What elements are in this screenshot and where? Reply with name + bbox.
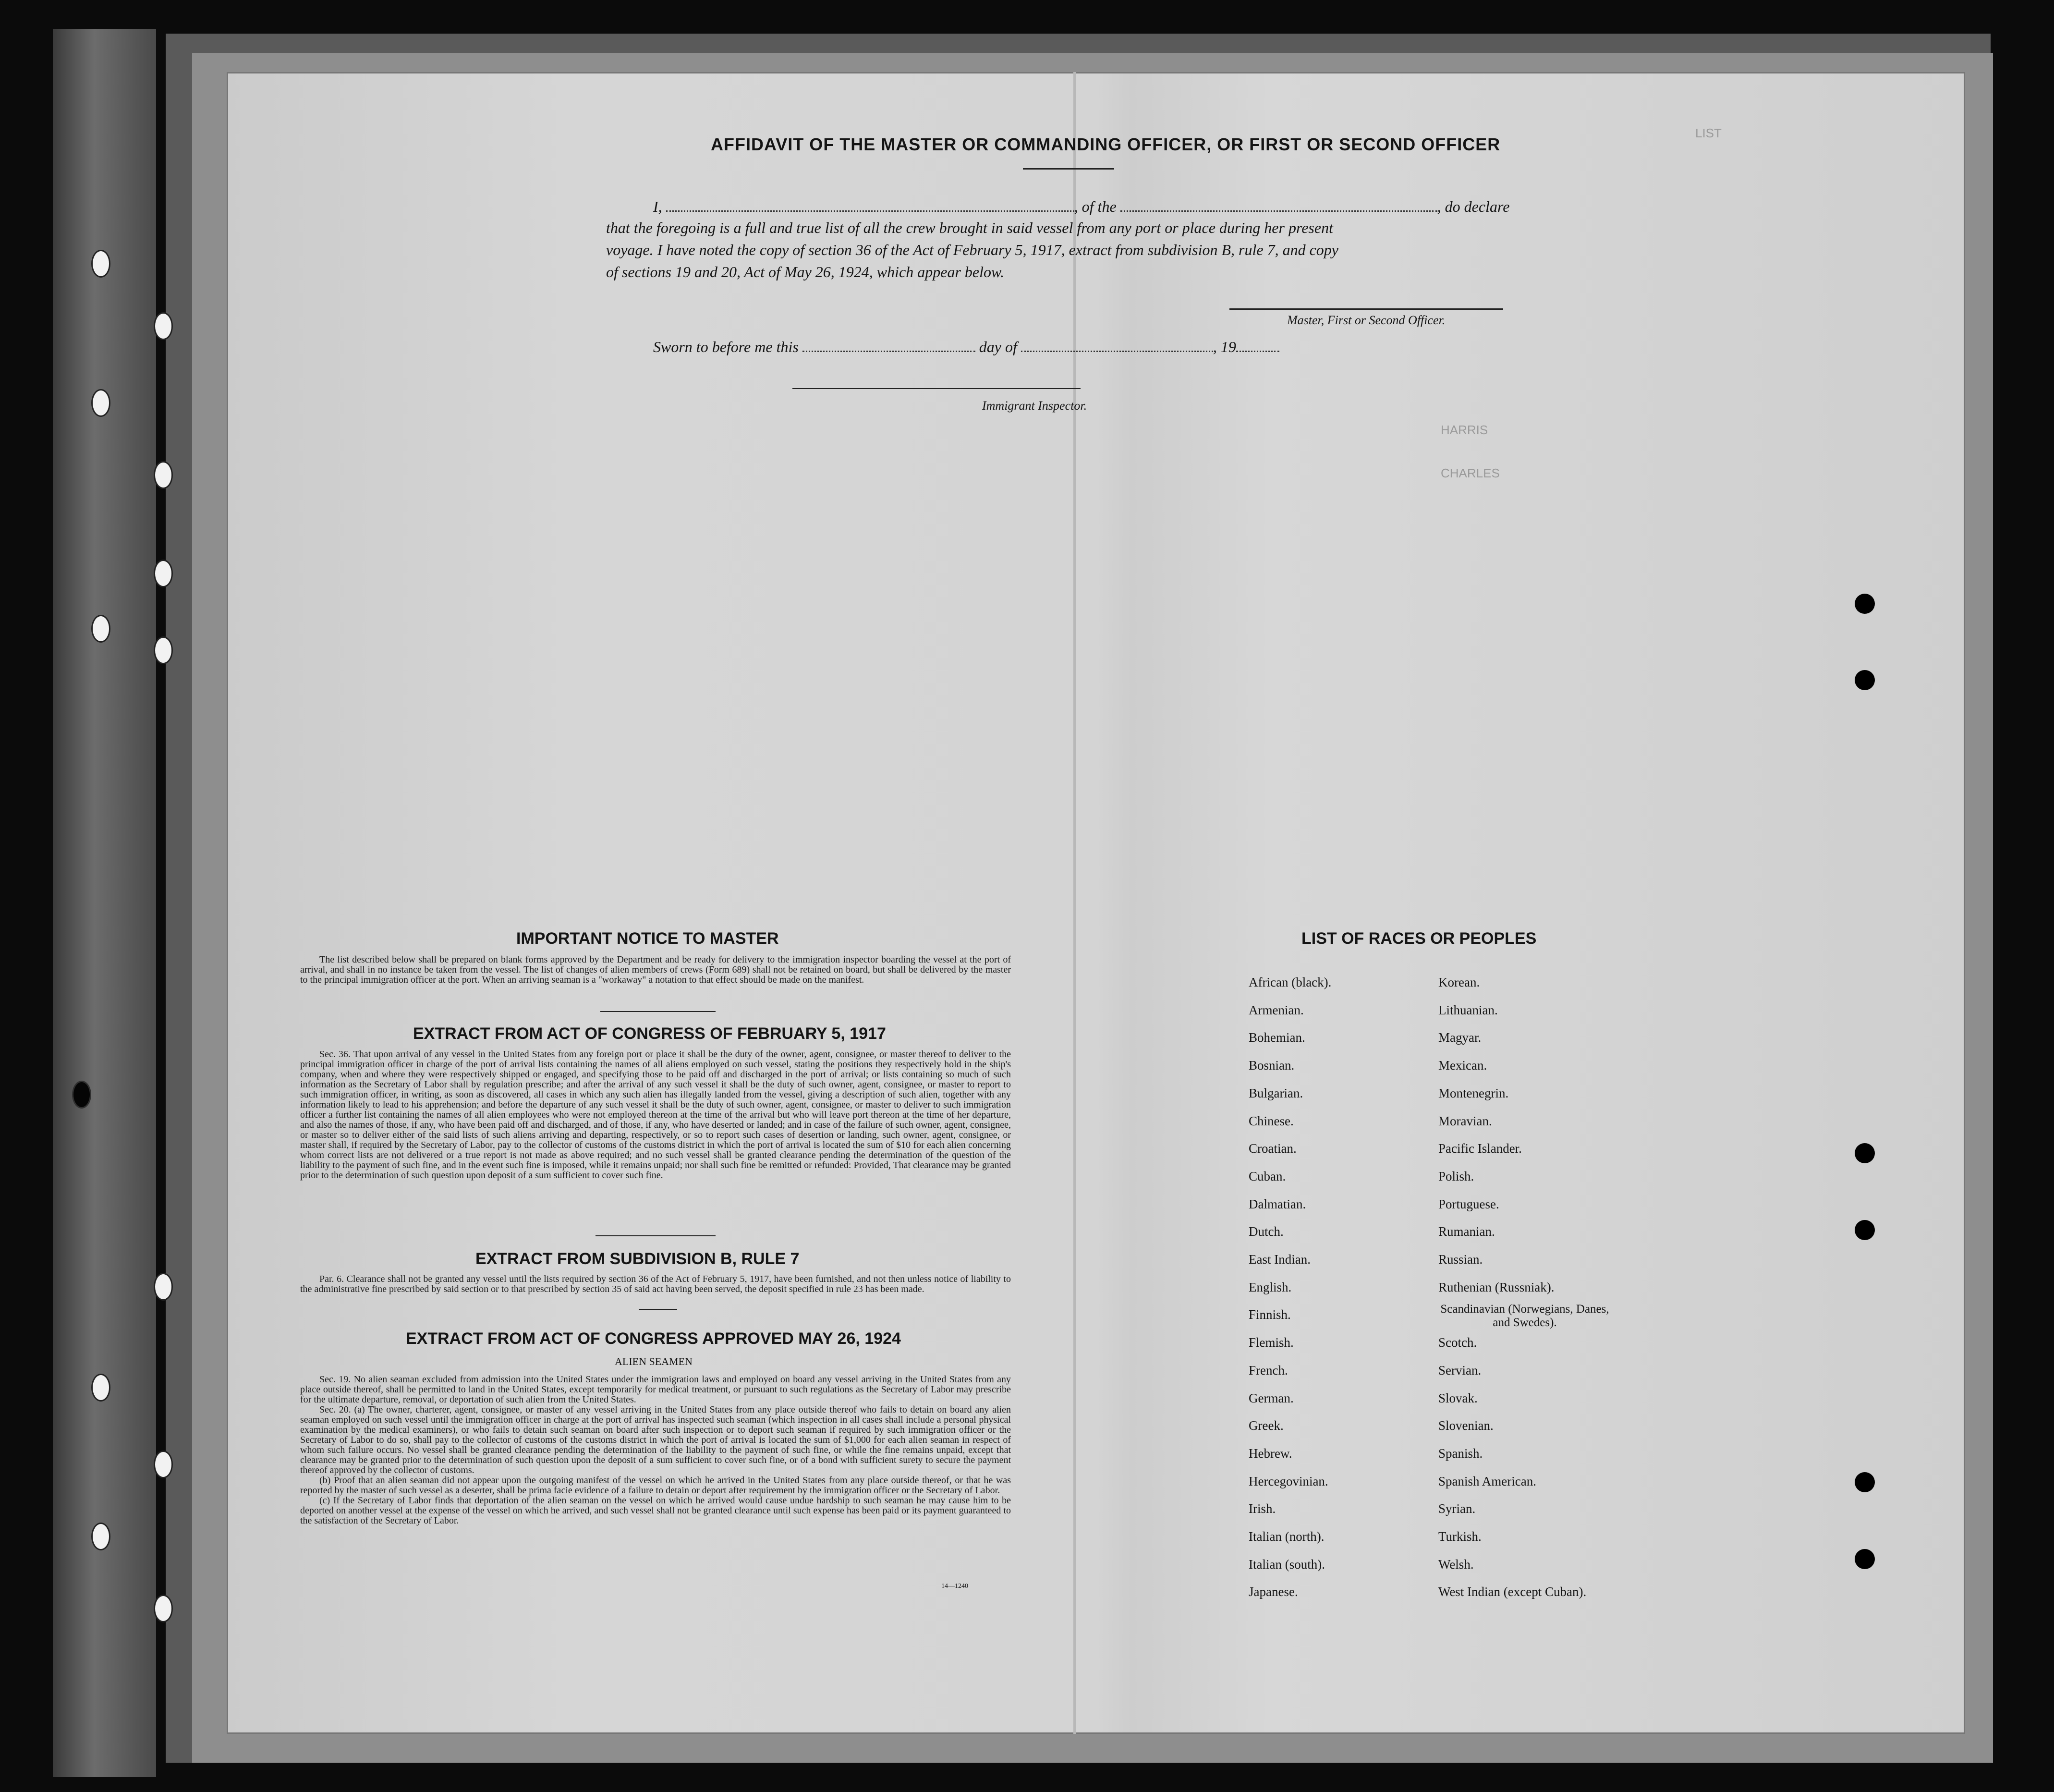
race-item: Bulgarian. bbox=[1249, 1085, 1303, 1100]
race-item: Korean. bbox=[1438, 975, 1480, 989]
race-item: Scandinavian (Norwegians, Danes, and Swedes). bbox=[1440, 1303, 1609, 1329]
punch-hole bbox=[1855, 670, 1875, 690]
race-item: East Indian. bbox=[1249, 1252, 1311, 1267]
race-item: Spanish. bbox=[1438, 1446, 1483, 1461]
notice-paragraph: The list described below shall be prepared on blank forms approved by the Department and be ready for delivery to the immigration inspector boarding the vessel at the port of arrival, and shall in no instance be taken from the vessel. The list of changes of alien members of crews (Form 689) shall not be retained on board, but shall be delivered by the master to the principal immigration officer at the port. When an arriving seaman is a "workaway" a notation to that effect should be made on the manifest. bbox=[300, 954, 1011, 985]
race-item: Ruthenian (Russniak). bbox=[1438, 1280, 1555, 1294]
year-label: , 19 bbox=[1213, 338, 1236, 355]
form-number: 14—1240 bbox=[941, 1583, 968, 1590]
name-blank bbox=[666, 197, 1074, 212]
race-item: Rumanian. bbox=[1438, 1224, 1495, 1239]
binder-hole bbox=[91, 615, 110, 643]
binder-hole bbox=[154, 461, 173, 489]
inspector-label: Immigrant Inspector. bbox=[982, 399, 1087, 413]
binder-hole bbox=[91, 1523, 110, 1550]
race-item: Pacific Islander. bbox=[1438, 1141, 1522, 1156]
sworn-label: Sworn to before me this bbox=[653, 338, 799, 355]
race-item: Irish. bbox=[1249, 1501, 1276, 1516]
race-item: Japanese. bbox=[1249, 1585, 1298, 1599]
binder-hole bbox=[154, 1595, 173, 1622]
binder-hole bbox=[91, 1374, 110, 1402]
race-item: Chinese. bbox=[1249, 1113, 1294, 1128]
race-item: Mexican. bbox=[1438, 1058, 1487, 1073]
extract-1924-title: EXTRACT FROM ACT OF CONGRESS APPROVED MAY 26, 1924 bbox=[406, 1329, 901, 1348]
race-item: West Indian (except Cuban). bbox=[1438, 1585, 1587, 1599]
race-item: Spanish American. bbox=[1438, 1474, 1536, 1488]
subdivision-title: EXTRACT FROM SUBDIVISION B, RULE 7 bbox=[475, 1250, 800, 1268]
race-item: Hebrew. bbox=[1249, 1446, 1292, 1461]
race-item: Cuban. bbox=[1249, 1169, 1286, 1183]
section-19-paragraph: Sec. 19. No alien seaman excluded from admission into the United States under the immigration laws and employed on board any vessel arriving in the United States from any place outside thereof, shall be permitted to land in the United States, except temporarily for medical treatment, or pursuant to such regulations as the Secretary of Labor may prescribe for the ultimate departure, removal, or deportation of such alien from the United States. bbox=[300, 1374, 1011, 1405]
race-item: Moravian. bbox=[1438, 1113, 1492, 1128]
race-item: Lithuanian. bbox=[1438, 1002, 1498, 1017]
section-20a-paragraph: Sec. 20. (a) The owner, charterer, agent, consignee, or master of any vessel arriving in the United States from any place outside thereof who fails to detain on board any alien seaman employed on such vessel until the immigration officer in charge at the port of arrival has inspected such seaman (which inspection in all cases shall include a personal physical examination by the medical examiners), or who fails to detain such seaman on board after such inspection or to deport such seaman if required by such immigration officer or the Secretary of Labor to do so, shall pay to the collector of customs of the customs district in which the port of arrival is located the sum of $1,000 for each alien seaman in respect of whom such failure occurs. No vessel shall be granted clearance pending the determination of the liability to the payment of such fine, or while the fine remains unpaid, except that clearance may be granted prior to the determination of such question upon the deposit of a sum sufficient to cover such fine, or of a bond with sufficient surety to secure the payment thereof approved by the collector of customs. bbox=[300, 1404, 1011, 1475]
binder-hole bbox=[154, 636, 173, 664]
binder-hole bbox=[154, 312, 173, 340]
race-item: Polish. bbox=[1438, 1169, 1474, 1183]
race-item: Slovenian. bbox=[1438, 1418, 1494, 1433]
punch-hole bbox=[1855, 1472, 1875, 1492]
master-signature-line bbox=[1229, 308, 1503, 310]
race-item: Finnish. bbox=[1249, 1307, 1291, 1322]
race-item: Bohemian. bbox=[1249, 1030, 1305, 1045]
subdivision-text bbox=[300, 1274, 1011, 1294]
race-item: African (black). bbox=[1249, 975, 1332, 989]
punch-hole bbox=[1855, 1220, 1875, 1240]
race-item: Flemish. bbox=[1249, 1335, 1294, 1350]
race-item: Italian (south). bbox=[1249, 1557, 1325, 1572]
affidavit-line-1 bbox=[653, 197, 1509, 216]
race-item: Montenegrin. bbox=[1438, 1085, 1509, 1100]
section-20b-paragraph: (b) Proof that an alien seaman did not appear upon the outgoing manifest of the vessel on which he arrived in the United States from any place outside thereof, or that he was reported by the master of such vessel as a deserter, shall be prima facie evidence of a failure to detain or deport after requirement by the immigration officer or the Secretary of Labor. bbox=[300, 1475, 1011, 1496]
master-signature-label: Master, First or Second Officer. bbox=[1287, 313, 1446, 327]
race-item: Croatian. bbox=[1249, 1141, 1297, 1156]
page-fold bbox=[1073, 72, 1076, 1734]
race-item: English. bbox=[1249, 1280, 1292, 1294]
affidavit-line-3: voyage. I have noted the copy of section 36 of the Act of February 5, 1917, extract from subdivision B, rule 7, and copy bbox=[606, 241, 1338, 258]
sworn-line bbox=[653, 337, 1279, 356]
race-item: Dalmatian. bbox=[1249, 1196, 1306, 1211]
bleed-through-text: LIST bbox=[1695, 126, 1722, 140]
race-item: Turkish. bbox=[1438, 1529, 1482, 1544]
extract-1917-title: EXTRACT FROM ACT OF CONGRESS OF FEBRUARY 5, 1917 bbox=[413, 1024, 886, 1043]
inspector-signature-line bbox=[792, 388, 1081, 389]
race-item: Welsh. bbox=[1438, 1557, 1474, 1572]
bleed-through-text: CHARLES bbox=[1441, 466, 1500, 480]
race-item: Bosnian. bbox=[1249, 1058, 1295, 1073]
affidavit-of-the: , of the bbox=[1074, 198, 1117, 215]
vessel-blank bbox=[1120, 197, 1437, 212]
bleed-through-text: HARRIS bbox=[1441, 423, 1488, 437]
race-item: Slovak. bbox=[1438, 1390, 1478, 1405]
race-item: Hercegovinian. bbox=[1249, 1474, 1328, 1488]
binder-hole bbox=[154, 1451, 173, 1478]
section-20c-paragraph: (c) If the Secretary of Labor finds that deportation of the alien seaman on the vessel on which he arrived would cause undue hardship to such seaman he may cause him to be deported on another vessel at the expense of the vessel on which he arrived, and such vessel shall not be granted clearance until such expense has been paid or its payment guaranteed to the satisfaction of the Secretary of Labor. bbox=[300, 1495, 1011, 1526]
affidavit-title: AFFIDAVIT OF THE MASTER OR COMMANDING OFFICER, OR FIRST OR SECOND OFFICER bbox=[711, 134, 1501, 154]
affidavit-line-4: of sections 19 and 20, Act of May 26, 1924, which appear below. bbox=[606, 263, 1004, 280]
title-rule bbox=[1023, 168, 1114, 170]
subdivision-paragraph: Par. 6. Clearance shall not be granted any vessel until the lists required by section 36 of the Act of February 5, 1917, have been furnished, and not then unless notice of liability to the administrative fine prescribed by said section or to that prescribed by section 35 of said act having been served, the deposit specified in rule 23 has been made. bbox=[300, 1274, 1011, 1294]
sworn-blank bbox=[802, 337, 975, 352]
punch-hole bbox=[1855, 594, 1875, 614]
binder-hole bbox=[91, 250, 110, 278]
race-item: Armenian. bbox=[1249, 1002, 1304, 1017]
affidavit-i: I, bbox=[653, 198, 662, 215]
section-rule bbox=[600, 1011, 716, 1012]
punch-hole bbox=[1855, 1143, 1875, 1163]
section-rule bbox=[639, 1309, 677, 1310]
affidavit-line-2: that the foregoing is a full and true list of all the crew brought in said vessel from any port or place during her present bbox=[606, 219, 1333, 236]
binder-hole bbox=[72, 1081, 91, 1109]
binder-hole bbox=[154, 560, 173, 587]
notice-text bbox=[300, 955, 1011, 985]
race-item: Servian. bbox=[1438, 1363, 1482, 1378]
race-item: Syrian. bbox=[1438, 1501, 1476, 1516]
race-item: Scotch. bbox=[1438, 1335, 1477, 1350]
binder-hole bbox=[91, 389, 110, 417]
race-item: Italian (north). bbox=[1249, 1529, 1325, 1544]
notice-title: IMPORTANT NOTICE TO MASTER bbox=[516, 929, 779, 948]
affidavit-declare: , do declare bbox=[1437, 198, 1510, 215]
section-rule bbox=[596, 1235, 716, 1236]
race-item: Dutch. bbox=[1249, 1224, 1284, 1239]
race-item: Portuguese. bbox=[1438, 1196, 1499, 1211]
year-blank bbox=[1236, 337, 1279, 352]
extract-1917-text bbox=[300, 1049, 1011, 1181]
alien-seamen-subtitle: ALIEN SEAMEN bbox=[615, 1355, 693, 1367]
extract-1917-paragraph: Sec. 36. That upon arrival of any vessel in the United States from any foreign port or place it shall be the duty of the owner, agent, consignee, or master thereof to deliver to the principal immigration officer in charge of the port of arrival lists containing the names of all aliens employed on such vessel, stating the positions they respectively hold in the ship's company, when and where they were respectively shipped or engaged, and specifying those to be paid off and discharged in the port of arrival; or lists containing so much of such information as the Secretary of Labor shall by regulation prescribe; and after the arrival of any such vessel it shall be the duty of such owner, agent, consignee, or master to report to such immigration officer, in writing, as soon as discovered, all cases in which any such alien has illegally landed from the vessel, giving a description of such alien, together with any information likely to lead to his apprehension; and before the departure of any such vessel it shall be the duty of such owner, agent, consignee, or master to deliver to such immigration officer a further list containing the names of all alien employees who were not employed thereon at the time of the arrival but who will leave port thereon at the time of her departure, and also the names of those, if any, who have been paid off and discharged, and of those, if any, who have deserted or landed; and in case of the failure of such owner, agent, consignee, or master so to deliver either of the said lists of such aliens arriving and departing, respectively, or so to report such cases of desertion or landing, such owner, agent, consignee, or master shall, if required by the Secretary of Labor, pay to the collector of customs of the customs district in which the port of arrival is located the sum of $10 for each alien concerning whom correct lists are not delivered or a true report is not made as above required; and no such vessel shall be granted clearance pending the determination of the question of the liability to the payment of such fine, and in the event such fine is imposed, while it remains unpaid; nor shall such fine be remitted or refunded: Provided, That clearance may be granted prior to the determination of such question upon deposit of a sum sufficient to cover such fine. bbox=[300, 1049, 1011, 1181]
punch-hole bbox=[1855, 1549, 1875, 1569]
race-item: French. bbox=[1249, 1363, 1288, 1378]
race-item: Magyar. bbox=[1438, 1030, 1482, 1045]
binder-strip bbox=[53, 29, 156, 1777]
day-of-label: day of bbox=[979, 338, 1017, 355]
races-title: LIST OF RACES OR PEOPLES bbox=[1301, 929, 1537, 948]
race-item: German. bbox=[1249, 1390, 1294, 1405]
day-blank bbox=[1021, 337, 1213, 352]
binder-hole bbox=[154, 1273, 173, 1301]
race-item: Greek. bbox=[1249, 1418, 1284, 1433]
race-item: Russian. bbox=[1438, 1252, 1483, 1267]
extract-1924-text bbox=[300, 1375, 1011, 1526]
